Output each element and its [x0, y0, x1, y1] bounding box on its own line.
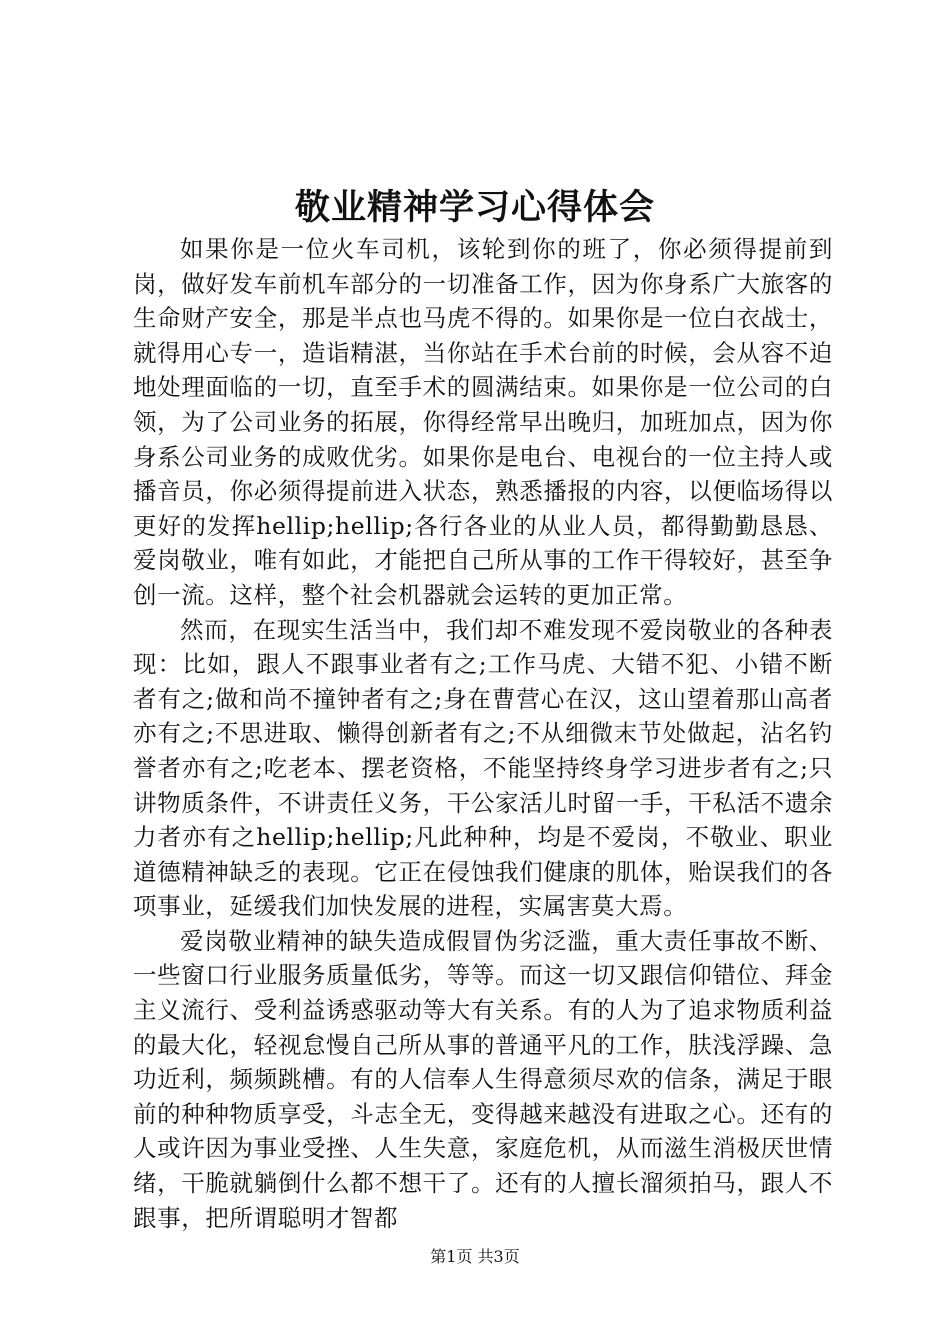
paragraph-3: 爱岗敬业精神的缺失造成假冒伪劣泛滥，重大责任事故不断、一些窗口行业服务质量低劣，等等。而这一切又跟信仰错位、拜金主义流行、受利益诱惑驱动等大有关系。有的人为了追求物质利益的最大化，轻视怠慢自己所从事的普通平凡的工作，肤浅浮躁、急功近利，频频跳槽。有的人信奉人生得意须尽欢的信条，满足于眼前的种种物质享受，斗志全无，变得越来越没有进取之心。还有的人或许因为事业受挫、人生失意，家庭危机，从而滋生消极厌世情绪，干脆就躺倒什么都不想干了。还有的人擅长溜须拍马，跟人不跟事，把所谓聪明才智都 — [133, 926, 833, 1232]
page-footer: 第1页 共3页 — [430, 1247, 520, 1266]
document-body — [133, 232, 833, 1235]
paragraph-1: 如果你是一位火车司机，该轮到你的班了，你必须得提前到岗，做好发车前机车部分的一切准备工作，因为你身系广大旅客的生命财产安全，那是半点也马虎不得的。如果你是一位白衣战士，就得用心专一，造诣精湛，当你站在手术台前的时候，会从容不迫地处理面临的一切，直至手术的圆满结束。如果你是一位公司的白领，为了公司业务的拓展，你得经常早出晚归，加班加点，因为你身系公司业务的成败优劣。如果你是电台、电视台的一位主持人或播音员，你必须得提前进入状态，熟悉播报的内容，以便临场得以更好的发挥hellip;hellip;各行各业的从业人员，都得勤勤恳恳、爱岗敬业，唯有如此，才能把自己所从事的工作干得较好，甚至争创一流。这样，整个社会机器就会运转的更加正常。 — [133, 235, 833, 609]
paragraph-2: 然而，在现实生活当中，我们却不难发现不爱岗敬业的各种表现：比如，跟人不跟事业者有之;工作马虎、大错不犯、小错不断者有之;做和尚不撞钟者有之;身在曹营心在汉，这山望着那山高者亦有之;不思进取、懒得创新者有之;不从细微末节处做起，沾名钓誉者亦有之;吃老本、摆老资格，不能坚持终身学习进步者有之;只讲物质条件，不讲责任义务，干公家活儿时留一手，干私活不遗余力者亦有之hellip;hellip;凡此种种，均是不爱岗，不敬业、职业道德精神缺乏的表现。它正在侵蚀我们健康的肌体，贻误我们的各项事业，延缓我们加快发展的进程，实属害莫大焉。 — [133, 615, 833, 921]
document-title: 敬业精神学习心得体会 — [294, 187, 655, 228]
